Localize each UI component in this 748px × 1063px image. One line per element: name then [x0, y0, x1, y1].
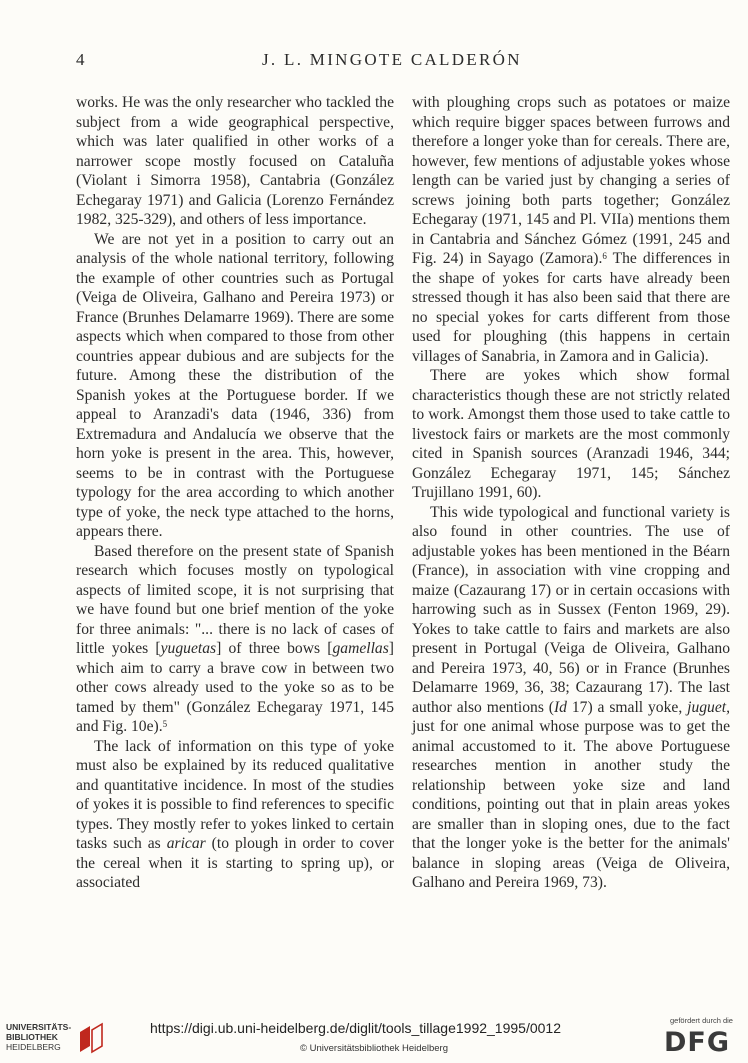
- italic-term: aricar: [166, 835, 206, 852]
- library-name-line: HEIDELBERG: [6, 1042, 61, 1052]
- source-url-link[interactable]: https://digi.ub.uni-heidelberg.de/diglit/tools_tillage1992_1995/0012: [150, 1020, 561, 1036]
- paragraph: with ploughing crops such as potatoes or maize which require bigger spaces between furrows and therefore a longer yoke than for cereals. There are, however, few mentions of adjustable yokes whose length can be varied just by changing a series of screws joining both parts together; González Echegaray (1971, 145 and Pl. VIIa) mentions them in Cantabria and Sánchez Gómez (1991, 245 and Fig. 24) in Sayago (Zamora).$^6$ The differences in the shape of yokes for carts have already been stressed though it has also been said that there are no special yokes for carts different from those used for ploughing (this happens in certain villages of Sanabria, in Zamora and in Galicia).: [412, 94, 731, 365]
- left-column: [76, 93, 394, 893]
- library-name-line: UNIVERSITÄTS-: [6, 1022, 72, 1032]
- dfg-logo-text: DFG: [664, 1027, 731, 1058]
- right-column: [412, 93, 730, 893]
- paragraph: There are yokes which show formal characteristics though these are not strictly related to work. Amongst them those used to take cattle to livestock fairs or markets are the most commonly cited in Spanish sources (Aranzadi 1946, 344; González Echegaray 1971, 145; Sánchez Trujillano 1991, 60).: [412, 367, 730, 501]
- paragraph: We are not yet in a position to carry out an analysis of the whole national territory, following the example of other countries such as Portugal (Veiga de Oliveira, Galhano and Pereira 1973) or France (Brunhes Delamarre 1969). There are some aspects which when compared to those from other countries appear dubious and are subjects for the future. Among these the distribution of the Spanish yokes at the Portuguese border. If we appeal to Aranzadi's data (1946, 336) from Extremadura and Andalucía we observe that the horn yoke is present in the area. This, however, seems to be in contrast with the Portuguese typology for the area according to which another type of yoke, the neck type attached to the horns, appears there.: [76, 230, 394, 540]
- paragraph: works. He was the only researcher who tackled the subject from a wide geographical perspective, which was later qualified in other works of a narrower scope mostly focused on Cataluña (Violant i Simorra 1958), Cantabria (González Echegaray 1971) and Galicia (Lorenzo Fernández 1982, 325-329), and others of less importance.: [76, 94, 394, 228]
- page-header: [0, 50, 748, 76]
- paragraph: The lack of information on this type of yoke must also be explained by its reduced qualitative and quantitative incidence. In most of the studies of yokes it is possible to find references to specific types. They mostly refer to yokes linked to certain tasks such as aricar (to plough in order to cover the cereal when it is starting to spring up), or associated: [76, 737, 394, 891]
- funder-logo: [660, 1016, 742, 1060]
- funding-note: gefördert durch die: [670, 1016, 733, 1025]
- footnote-ref: 5: [162, 719, 168, 729]
- digitization-footer: [0, 1010, 748, 1063]
- italic-term: gamellas: [332, 640, 389, 657]
- page-number: 4: [76, 50, 85, 69]
- paragraph: This wide typological and functional variety is also found in other countries. The use of adjustable yokes has been mentioned in the Béarn (France), in association with vine cropping and maize (Cazaurang 17) or in certain occasions with harrowing such as in Sussex (Fenton 1969, 29). Yokes to take cattle to fairs and markets are also present in Portugal (Veiga de Oliveira, Galhano and Pereira 1973, 40, 56) or in France (Brunhes Delamarre 1969, 36, 38; Cazaurang 17). The last author also mentions (Id 17) a small yoke, juguet, just for one animal whose purpose was to get the animal accustomed to it. The above Portuguese researches mention in another study the relationship between yoke size and land conditions, pointing out that in plain areas yokes are smaller than in sloping ones, due to the fact that the longer yoke is the better for the animals' balance in sloping areas (Veiga de Oliveira, Galhano and Pereira 1969, 73).: [412, 503, 730, 891]
- library-logo: [6, 1022, 118, 1056]
- italic-term: juguet,: [687, 698, 730, 716]
- copyright-notice: © Universitätsbibliothek Heidelberg: [300, 1043, 448, 1054]
- footnote-ref: 6: [602, 251, 607, 261]
- library-mark-icon: [76, 1022, 110, 1056]
- italic-term: Id: [553, 698, 567, 716]
- running-title: J. L. MINGOTE CALDERÓN: [262, 50, 522, 69]
- paragraph: Based therefore on the present state of Spanish research which focuses mostly on typological aspects of limited scope, it is not surprising that we have found but one brief mention of the yoke for three animals: "... there is no lack of cases of little yokes [yuguetas] of three bows [gamellas] which aim to carry a brave cow in between two other cows already used to the yoke so as to be tamed by them" (González Echegaray 1971, 145 and Fig. 10e).$^5$: [76, 542, 394, 735]
- italic-term: yuguetas: [160, 640, 217, 657]
- library-name-line: BIBLIOTHEK: [6, 1032, 58, 1042]
